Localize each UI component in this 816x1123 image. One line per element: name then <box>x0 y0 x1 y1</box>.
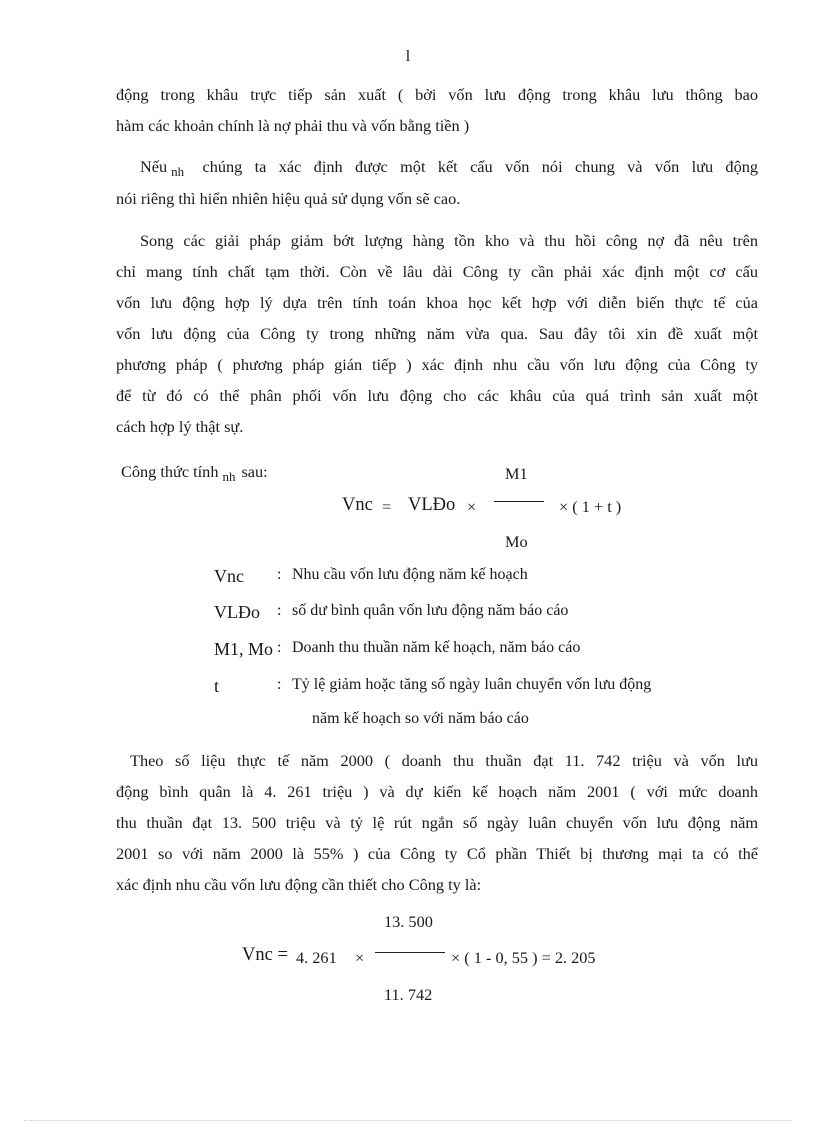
text-line: vốn lưu động hợp lý dựa trên tính toán khoa học kết hợp với diễn biến thực tế của <box>116 293 758 312</box>
definition-text: Tỷ lệ giảm hoặc tăng số ngày luân chuyển vốn lưu động <box>292 676 652 693</box>
definition-colon: : <box>277 676 282 693</box>
paragraph-3 <box>116 225 758 442</box>
paragraph-4 <box>116 745 758 900</box>
subscript-nh: nh <box>222 469 236 484</box>
text-line: chỉ mang tính chất tạm thời. Còn về lâu dài Công ty cần phải xác định một cơ cấu <box>116 262 758 281</box>
text-line: thu thuần đạt 13. 500 triệu và tỷ lệ rút ngắn số ngày luân chuyển vốn lưu động năm <box>116 813 758 832</box>
formula-numerator: M1 <box>505 464 528 483</box>
text-line: 2001 so với năm 2000 là 55% ) của Công ty Cổ phần Thiết bị thương mại ta có thể <box>116 844 758 863</box>
times-sign: × <box>467 497 477 516</box>
formula-value: 4. 261 <box>296 948 337 967</box>
times-sign: × <box>355 948 365 967</box>
text-line: Theo số liệu thực tế năm 2000 ( doanh thu thuần đạt 11. 742 triệu và vốn lưu <box>130 751 758 770</box>
definition-text: số dư bình quân vốn lưu động năm báo cáo <box>292 602 569 619</box>
definition-continuation: năm kế hoạch so với năm báo cáo <box>312 710 529 727</box>
footer-divider <box>24 1120 792 1121</box>
formula-numerator: 13. 500 <box>384 912 433 931</box>
page-number: l <box>405 48 411 65</box>
text-line: xác định nhu cầu vốn lưu động cần thiết cho Công ty là: <box>116 875 482 894</box>
formula-denominator: Mo <box>505 532 528 551</box>
formula-term: VLĐo <box>408 495 456 515</box>
definition-text: Doanh thu thuần năm kế hoạch, năm báo cáo <box>292 639 581 656</box>
definition-colon: : <box>277 639 282 656</box>
formula-lhs: Vnc <box>342 495 373 515</box>
text-line: động trong khâu trực tiếp sản xuất ( bởi vốn lưu động trong khâu lưu thông bao <box>116 85 758 104</box>
subscript-nh: nh <box>171 164 185 179</box>
formula-lhs: Vnc = <box>242 945 288 965</box>
fraction-bar <box>375 952 445 953</box>
text-line: cách hợp lý thật sự. <box>116 417 244 436</box>
definition-symbol: M1, Mo <box>214 639 274 659</box>
definition-symbol: VLĐo <box>214 602 260 622</box>
text-line: để từ đó có thể phân phối vốn lưu động cho các khâu của quá trình sản xuất một <box>116 386 758 405</box>
paragraph-1 <box>116 79 758 141</box>
definition-text: Nhu cầu vốn lưu động năm kế hoạch <box>292 566 528 583</box>
text-fragment: Nếu <box>140 157 168 176</box>
text-line <box>116 151 758 183</box>
definition-colon: : <box>277 566 282 583</box>
text-line: phương pháp ( phương pháp gián tiếp ) xác định nhu cầu vốn lưu động của Công ty <box>116 355 758 374</box>
formula-factor: × ( 1 + t ) <box>559 497 622 516</box>
formula-denominator: 11. 742 <box>384 985 433 1004</box>
paragraph-2 <box>116 151 758 214</box>
text-fragment: chúng ta xác định được một kết cấu vốn nói chung và vốn lưu động <box>202 157 758 176</box>
text-line: nói riêng thì hiển nhiên hiệu quả sử dụng vốn sẽ cao. <box>116 189 461 208</box>
text-line: hàm các khoản chính là nợ phải thu và vốn bằng tiền ) <box>116 116 470 135</box>
fraction-bar <box>494 501 544 502</box>
formula-equals: = <box>382 497 392 516</box>
text-fragment: sau: <box>241 462 268 481</box>
definition-colon: : <box>277 602 282 619</box>
text-fragment: Công thức tính <box>121 462 219 481</box>
formula-factor: × ( 1 - 0, 55 ) = 2. 205 <box>451 948 596 967</box>
text-line: động bình quân là 4. 261 triệu ) và dự kiến kế hoạch năm 2001 ( với mức doanh <box>116 782 758 801</box>
definition-symbol: Vnc <box>214 566 244 586</box>
text-line: Song các giải pháp giảm bớt lượng hàng tồn kho và thu hồi công nợ đã nêu trên <box>140 231 758 250</box>
text-line: vốn lưu động của Công ty trong những năm vừa qua. Sau đây tôi xin đề xuất một <box>116 324 758 343</box>
formula-intro <box>121 462 268 482</box>
definition-symbol: t <box>214 676 220 696</box>
